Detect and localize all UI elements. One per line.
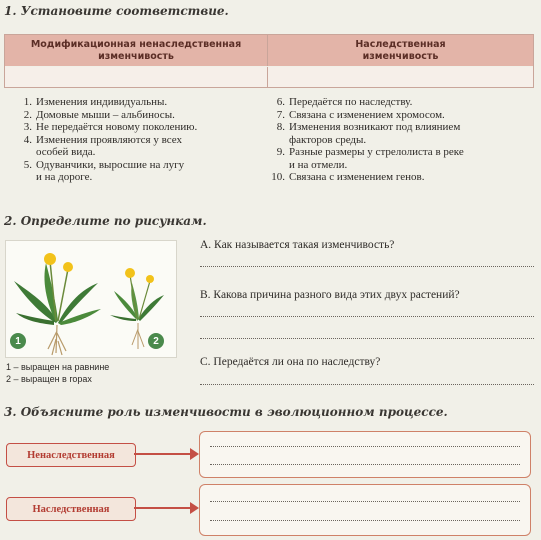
col1-answer-cell[interactable] bbox=[5, 67, 268, 87]
statements-right bbox=[265, 96, 535, 186]
statement-4: 4. Изменения проявляются у всех bbox=[23, 133, 183, 146]
answer-box-1-line-2 bbox=[210, 464, 520, 465]
answer-b-line-1[interactable] bbox=[200, 316, 534, 317]
label-hereditary: Наследственная bbox=[6, 497, 136, 521]
plant-1 bbox=[14, 253, 101, 355]
col2-answer-cell[interactable] bbox=[268, 67, 533, 87]
arrow-line-2 bbox=[134, 507, 194, 509]
task3-title: 3. Объясните роль изменчивости в эволюционном процессе. bbox=[4, 405, 448, 419]
task1-title: 1. Установите соответствие. bbox=[4, 4, 229, 18]
statements-left bbox=[12, 96, 272, 186]
caption-plant-2: 2 – выращен в горах bbox=[6, 374, 92, 384]
arrow-head-2-icon bbox=[190, 502, 199, 514]
col2-header bbox=[268, 35, 533, 66]
label-nonhereditary: Ненаследственная bbox=[6, 443, 136, 467]
dandelion-photo bbox=[5, 240, 177, 358]
statement-1: 1. Изменения индивидуальны. bbox=[23, 96, 168, 108]
col1-header-line1: Модификационная ненаследственная bbox=[30, 38, 242, 50]
statement-10: 10. Связана с изменением генов. bbox=[271, 171, 425, 183]
col2-header-line1: Наследственная bbox=[355, 38, 446, 50]
plant-1-badge: 1 bbox=[10, 333, 26, 349]
arrow-line-1 bbox=[134, 453, 194, 455]
statement-9-cont: и на отмели. bbox=[289, 158, 348, 171]
question-c: C. Передаётся ли она по наследству? bbox=[200, 356, 381, 368]
statement-5: 5. Одуванчики, выросшие на лугу bbox=[23, 158, 185, 171]
answer-box-hereditary[interactable] bbox=[199, 484, 531, 536]
matching-table bbox=[4, 34, 534, 88]
statement-8-cont: факторов среды. bbox=[289, 133, 367, 146]
question-a: A. Как называется такая изменчивость? bbox=[200, 239, 395, 251]
caption-plant-1: 1 – выращен на равнине bbox=[6, 362, 110, 372]
statement-4-cont: особей вида. bbox=[36, 146, 96, 158]
statement-7: 7. Связана с изменением хромосом. bbox=[276, 108, 445, 121]
statement-8: 8. Изменения возникают под влиянием bbox=[276, 121, 461, 133]
answer-box-nonhereditary[interactable] bbox=[199, 431, 531, 478]
statement-5-cont: и на дороге. bbox=[36, 171, 93, 183]
answer-b-line-2[interactable] bbox=[200, 338, 534, 339]
answer-box-2-line-2 bbox=[210, 520, 520, 521]
answer-box-2-line-1 bbox=[210, 501, 520, 502]
answer-c-line[interactable] bbox=[200, 384, 534, 385]
answer-a-line[interactable] bbox=[200, 266, 534, 267]
statement-3: 3. Не передаётся новому поколению. bbox=[23, 121, 198, 133]
arrow-head-1-icon bbox=[190, 448, 199, 460]
plant-2-badge: 2 bbox=[148, 333, 164, 349]
col1-header-line2: изменчивость bbox=[98, 50, 174, 62]
question-b: B. Какова причина разного вида этих двух растений? bbox=[200, 289, 460, 301]
statement-6: 6. Передаётся по наследству. bbox=[276, 96, 413, 108]
col1-header bbox=[5, 35, 268, 66]
col2-header-line2: изменчивость bbox=[362, 50, 439, 62]
statement-2: 2. Домовые мыши – альбиносы. bbox=[23, 108, 175, 121]
statement-9: 9. Разные размеры у стрелолиста в реке bbox=[276, 146, 464, 158]
task2-title: 2. Определите по рисункам. bbox=[4, 214, 207, 228]
answer-box-1-line-1 bbox=[210, 446, 520, 447]
